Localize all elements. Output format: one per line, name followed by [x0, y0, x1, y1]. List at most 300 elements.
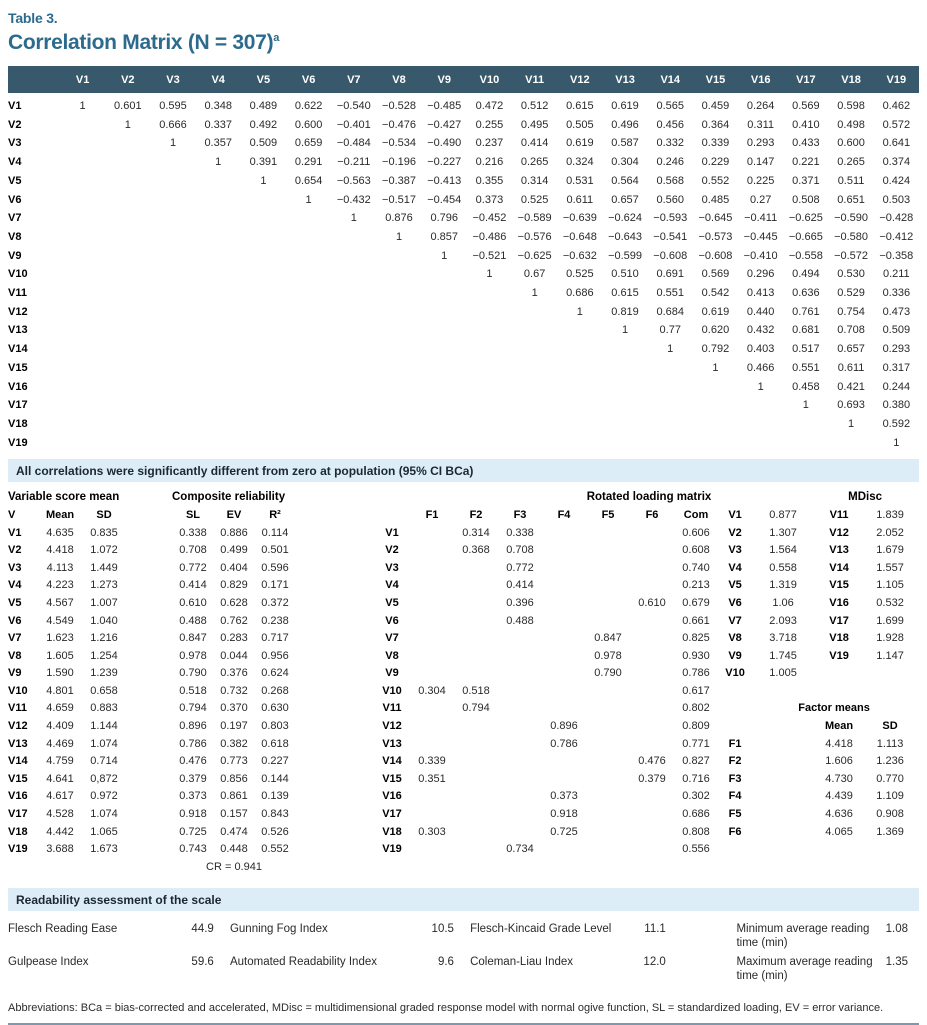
mdisc-variable-label: V16: [829, 596, 849, 609]
spacer-cell: [296, 753, 374, 771]
corr-cell: 0.357: [204, 137, 232, 150]
spacer-cell: [214, 952, 230, 985]
corr-cell: 0.291: [294, 156, 323, 169]
corr-cell: −0.358: [879, 249, 914, 262]
score-mean-value: 4.418: [46, 544, 74, 557]
corr-row-label: V9: [8, 249, 22, 262]
corr-cell: 0.424: [882, 174, 911, 187]
mdisc-value: 1.564: [769, 544, 797, 557]
corr-cell: [602, 378, 647, 397]
spacer-cell: [296, 542, 374, 560]
loading-value: 0.396: [506, 596, 534, 609]
reliability-value: 0.843: [261, 808, 289, 821]
corr-cell: 1: [576, 305, 583, 318]
corr-cell: −0.599: [608, 249, 643, 262]
loading-variable-label: V4: [385, 579, 399, 592]
corr-cell: 0.598: [837, 100, 865, 112]
score-sd-value: 1.144: [90, 720, 118, 733]
loading-value: [586, 595, 630, 613]
factor-mean-value: 4.418: [825, 737, 853, 750]
stats-data-row: [8, 753, 916, 771]
mdisc-variable-label: V18: [829, 632, 849, 645]
correlation-row: [8, 93, 919, 116]
corr-cell: −0.476: [382, 118, 416, 131]
corr-cell: 0.636: [792, 287, 820, 300]
loading-value: [498, 683, 542, 701]
corr-cell: 0.611: [566, 193, 594, 206]
corr-cell: 0.657: [611, 193, 639, 206]
corr-cell: 0.511: [837, 174, 865, 187]
spacer-cell: [126, 736, 172, 754]
corr-cell: [105, 434, 150, 453]
corr-cell: −0.517: [382, 193, 416, 206]
corr-cell: −0.573: [698, 230, 733, 243]
mdisc-variable-label: V11: [829, 508, 849, 521]
corr-cell: [196, 303, 241, 322]
mdisc-value: 0.532: [876, 596, 904, 609]
corr-cell: 1: [667, 343, 674, 356]
factor-mean-value: 4.636: [825, 808, 853, 821]
col-header: V: [8, 508, 16, 521]
correlation-row: [8, 116, 919, 135]
corr-col-header: V18: [828, 66, 873, 93]
loading-value: 0.661: [682, 614, 710, 627]
corr-cell: [376, 284, 421, 303]
corr-cell: 0.654: [294, 174, 323, 187]
corr-cell: 0.458: [792, 380, 820, 393]
loading-value: [454, 577, 498, 595]
corr-cell: [467, 303, 512, 322]
loading-value: [498, 718, 542, 736]
loading-value: 0.556: [682, 843, 710, 856]
corr-cell: [60, 209, 105, 228]
loading-value: [542, 700, 586, 718]
readability-metric-value: 44.9: [191, 923, 214, 936]
corr-cell: −0.639: [562, 212, 597, 225]
loading-variable-label: V11: [382, 702, 402, 715]
corr-cell: 0.496: [611, 118, 639, 131]
corr-cell: −0.608: [698, 249, 733, 262]
reliability-value: 0.414: [179, 579, 207, 592]
corr-cell: 0.525: [566, 268, 594, 281]
corr-cell: [241, 359, 286, 378]
corr-cell: [241, 303, 286, 322]
corr-row-label: V11: [8, 287, 27, 300]
col-header: SD: [96, 508, 112, 521]
corr-cell: 0.495: [520, 118, 549, 131]
corr-cell: 0.551: [792, 361, 820, 374]
corr-cell: −0.485: [427, 100, 462, 112]
corr-cell: [241, 434, 286, 453]
corr-cell: [60, 116, 105, 135]
corr-col-header: V16: [738, 66, 783, 93]
factor-label: F1: [728, 737, 742, 750]
loading-value: 0.606: [682, 526, 710, 539]
correlation-row: [8, 340, 919, 359]
col-header: EV: [226, 508, 242, 521]
reliability-value: 0.628: [220, 596, 248, 609]
loading-value: 0.772: [506, 561, 534, 574]
loading-value: [498, 806, 542, 824]
mdisc-value: 1.307: [769, 526, 797, 539]
corr-cell: [467, 396, 512, 415]
corr-cell: 0.373: [475, 193, 504, 206]
corr-col-header: V12: [557, 66, 602, 93]
score-sd-value: 1.254: [90, 649, 118, 662]
col-header: F2: [469, 508, 483, 521]
corr-cell: 0.505: [566, 118, 594, 131]
loading-variable-label: V19: [382, 843, 402, 856]
score-mean-value: 4.549: [46, 614, 74, 627]
corr-cell: [105, 303, 150, 322]
spacer-cell: [126, 753, 172, 771]
stat-variable-label: V4: [8, 579, 22, 592]
stat-variable-label: V19: [8, 843, 28, 856]
stat-variable-label: V13: [8, 737, 28, 750]
reliability-value: 0.786: [179, 737, 207, 750]
factor-sd-value: 1.113: [876, 737, 904, 750]
corr-cell: 0.324: [566, 156, 594, 169]
corr-cell: 0.641: [882, 137, 911, 150]
mdisc-variable-label: V19: [829, 649, 849, 662]
corr-cell: 0.67: [523, 268, 546, 281]
factor-mean-value: 4.730: [825, 772, 853, 785]
spacer-cell: [718, 841, 916, 859]
loading-value: 0.303: [418, 825, 446, 838]
corr-cell: 1: [712, 361, 719, 374]
corr-cell: 0.517: [792, 343, 820, 356]
loading-value: [586, 577, 630, 595]
corr-col-header: V5: [241, 66, 286, 93]
corr-cell: [331, 359, 376, 378]
corr-cell: [196, 209, 241, 228]
corr-cell: 0.332: [656, 137, 684, 150]
loading-value: 0.686: [682, 808, 710, 821]
corr-cell: 0.615: [611, 287, 639, 300]
reliability-value: 0.238: [261, 614, 289, 627]
correlation-row: [8, 191, 919, 210]
corr-cell: −0.227: [427, 156, 462, 169]
spacer-cell: [752, 806, 814, 824]
loading-value: [410, 577, 454, 595]
reliability-value: 0.956: [261, 649, 289, 662]
reliability-value: 0.499: [220, 544, 248, 557]
loading-value: [630, 683, 674, 701]
col-header: F5: [601, 508, 615, 521]
corr-cell: 0.619: [566, 137, 594, 150]
loading-value: [630, 577, 674, 595]
corr-cell: 0.552: [701, 174, 730, 187]
corr-cell: 0.432: [746, 324, 775, 337]
score-mean-value: 3.688: [46, 843, 74, 856]
corr-cell: 1: [441, 249, 448, 262]
reliability-value: 0.978: [179, 649, 207, 662]
corr-cell: −0.528: [382, 100, 416, 112]
corr-cell: 0.529: [837, 287, 865, 300]
corr-cell: [286, 359, 331, 378]
score-mean-value: 4.641: [46, 772, 74, 785]
stats-subheader-row: [8, 507, 916, 525]
corr-cell: 1: [215, 156, 222, 169]
corr-cell: −0.412: [879, 230, 914, 243]
reliability-value: 0.139: [261, 790, 289, 803]
mdisc-value: 0.877: [769, 508, 797, 521]
corr-cell: [286, 247, 331, 266]
loading-value: 0.379: [638, 772, 666, 785]
readability-metric-label: Automated Readability Index: [229, 956, 377, 969]
corr-cell: −0.576: [517, 230, 552, 243]
stat-variable-label: V10: [8, 684, 28, 697]
corr-cell: [196, 228, 241, 247]
readability-metric-value: 12.0: [643, 956, 666, 969]
loading-value: [454, 718, 498, 736]
corr-cell: −0.625: [517, 249, 552, 262]
correlation-row: [8, 359, 919, 378]
reliability-value: 0.338: [179, 526, 207, 539]
corr-cell: [241, 228, 286, 247]
corr-cell: [150, 228, 195, 247]
corr-cell: [738, 434, 783, 453]
corr-cell: [60, 247, 105, 266]
loading-value: 0.734: [506, 843, 534, 856]
corr-cell: 0.440: [746, 305, 775, 318]
spacer-cell: [126, 525, 172, 543]
corr-cell: [557, 359, 602, 378]
reliability-value: 0.488: [179, 614, 207, 627]
corr-cell: −0.427: [427, 118, 462, 131]
corr-cell: 0.77: [659, 324, 681, 337]
corr-cell: [241, 209, 286, 228]
loading-value: [586, 771, 630, 789]
reliability-value: 0.114: [261, 526, 289, 539]
corr-col-header: V8: [376, 66, 421, 93]
spacer-cell: [296, 700, 374, 718]
correlation-note-band: All correlations were significantly different from zero at population (95% CI BCa): [8, 459, 919, 482]
score-mean-value: 4.567: [46, 596, 74, 609]
loading-value: [498, 630, 542, 648]
spacer-cell: [126, 841, 172, 859]
corr-cell: 0.572: [882, 118, 911, 131]
corr-cell: −0.665: [788, 230, 823, 243]
reliability-value: 0.448: [220, 843, 248, 856]
col-header: R²: [269, 508, 281, 521]
corr-cell: [60, 396, 105, 415]
corr-cell: 0.796: [430, 212, 458, 225]
corr-cell: [422, 415, 467, 434]
corr-cell: [648, 396, 693, 415]
corr-cell: 1: [486, 268, 493, 281]
corr-cell: 0.600: [837, 137, 865, 150]
loading-value: 0.802: [682, 702, 710, 715]
corr-cell: 1: [802, 399, 809, 412]
corr-cell: 0.857: [430, 230, 458, 243]
corr-cell: [467, 359, 512, 378]
corr-cell: 0.569: [701, 268, 730, 281]
mdisc-value: 1.319: [769, 579, 797, 592]
score-mean-value: 4.528: [46, 808, 74, 821]
stat-variable-label: V15: [8, 772, 28, 785]
loading-value: [498, 736, 542, 754]
loading-value: 0.708: [506, 544, 534, 557]
correlation-row: [8, 247, 919, 266]
corr-col-header: V14: [648, 66, 693, 93]
corr-cell: [376, 434, 421, 453]
corr-cell: −0.632: [562, 249, 597, 262]
stats-data-row: [8, 788, 916, 806]
corr-col-header: V17: [783, 66, 828, 93]
corr-cell: 1: [531, 287, 538, 300]
corr-cell: [241, 191, 286, 210]
corr-col-header: V13: [602, 66, 647, 93]
reliability-value: 0.618: [261, 737, 289, 750]
reliability-value: 0.896: [179, 720, 207, 733]
correlation-row: [8, 321, 919, 340]
corr-cell: 0.498: [837, 118, 865, 131]
corr-col-header: V19: [874, 66, 919, 93]
loading-value: [630, 560, 674, 578]
corr-cell: [422, 396, 467, 415]
loading-value: 0.610: [638, 596, 666, 609]
col-header: F4: [557, 508, 571, 521]
corr-cell: [60, 434, 105, 453]
score-mean-value: 4.469: [46, 737, 74, 750]
loading-variable-label: V12: [382, 720, 402, 733]
corr-cell: 0.317: [882, 361, 911, 374]
corr-cell: [376, 265, 421, 284]
loading-value: 0.414: [506, 579, 534, 592]
corr-cell: [60, 228, 105, 247]
loading-value: 0.339: [418, 755, 446, 768]
corr-cell: [557, 321, 602, 340]
corr-row-label: V4: [8, 156, 22, 169]
corr-cell: 0.391: [249, 156, 278, 169]
loading-value: [542, 771, 586, 789]
spacer-cell: [666, 952, 737, 985]
factor-sd-value: 1.109: [876, 790, 904, 803]
corr-cell: [376, 303, 421, 322]
corr-cell: [150, 209, 195, 228]
stat-variable-label: V17: [8, 808, 28, 821]
loading-value: 0.338: [506, 526, 534, 539]
mdisc-variable-label: V3: [728, 544, 742, 557]
corr-col-header: V6: [286, 66, 331, 93]
corr-cell: −0.490: [427, 137, 462, 150]
spacer-cell: [126, 542, 172, 560]
spacer-cell: [296, 841, 374, 859]
corr-cell: [196, 321, 241, 340]
corr-cell: [105, 191, 150, 210]
reliability-value: 0.790: [179, 667, 207, 680]
corr-row-label: V7: [8, 212, 22, 225]
loading-value: [498, 824, 542, 842]
score-sd-value: 1.072: [90, 544, 118, 557]
corr-cell: 0.311: [747, 118, 774, 131]
spacer-cell: [296, 489, 410, 507]
corr-cell: [557, 415, 602, 434]
corr-cell: [693, 415, 738, 434]
corr-cell: [150, 321, 195, 340]
corr-cell: −0.648: [562, 230, 597, 243]
corr-row-label: V10: [8, 268, 28, 281]
corr-cell: 0.542: [701, 287, 730, 300]
corr-cell: 0.666: [159, 118, 187, 131]
readability-metric-value: 1.35: [885, 956, 908, 969]
loading-value: [586, 788, 630, 806]
score-mean-value: 1.623: [46, 632, 74, 645]
corr-cell: [648, 359, 693, 378]
spacer-cell: [296, 613, 374, 631]
corr-cell: 0.568: [656, 174, 684, 187]
corr-cell: [286, 265, 331, 284]
col-header: F3: [513, 508, 527, 521]
mdisc-value: 1.699: [876, 614, 904, 627]
corr-cell: [286, 228, 331, 247]
loading-value: 0.368: [462, 544, 490, 557]
score-mean-value: 4.409: [46, 720, 74, 733]
spacer-cell: [752, 736, 814, 754]
group-header-mdisc: MDisc: [848, 491, 882, 504]
score-sd-value: 1.074: [90, 737, 118, 750]
mdisc-value: 1.105: [876, 579, 904, 592]
corr-col-header: V10: [467, 66, 512, 93]
spacer-cell: [752, 771, 814, 789]
corr-cell: [241, 247, 286, 266]
readability-metric-value: 1.08: [885, 923, 908, 936]
loading-value: [542, 683, 586, 701]
corr-cell: 0.619: [611, 100, 639, 112]
spacer-cell: [126, 613, 172, 631]
reliability-value: 0.518: [179, 684, 207, 697]
corr-cell: [241, 340, 286, 359]
corr-cell: −0.593: [653, 212, 688, 225]
stat-variable-label: V8: [8, 649, 22, 662]
score-sd-value: 0,872: [90, 772, 118, 785]
corr-cell: [105, 321, 150, 340]
mdisc-variable-label: V4: [728, 561, 742, 574]
corr-cell: −0.411: [744, 212, 778, 225]
corr-cell: [60, 415, 105, 434]
corr-cell: [60, 284, 105, 303]
corr-row-label: V2: [8, 118, 22, 131]
corr-cell: [196, 265, 241, 284]
stats-data-row: [8, 806, 916, 824]
corr-cell: 0.413: [746, 287, 775, 300]
corr-cell: 0.792: [701, 343, 730, 356]
corr-cell: [286, 434, 331, 453]
loading-variable-label: V5: [385, 596, 399, 609]
corr-cell: [60, 340, 105, 359]
corr-cell: [557, 378, 602, 397]
reliability-value: 0.373: [179, 790, 207, 803]
mdisc-variable-label: V6: [728, 596, 742, 609]
corr-cell: 0.339: [701, 137, 730, 150]
loading-value: 0.808: [682, 825, 710, 838]
loading-value: [410, 788, 454, 806]
stat-variable-label: V9: [8, 667, 22, 680]
spacer-cell: [296, 577, 374, 595]
corr-cell: 0.414: [520, 137, 549, 150]
reliability-value: 0.382: [220, 737, 248, 750]
corr-cell: [557, 434, 602, 453]
corr-cell: 0.503: [882, 193, 911, 206]
corr-cell: [241, 378, 286, 397]
stats-data-row: [8, 700, 916, 718]
factor-mean-value: 4.065: [825, 825, 853, 838]
corr-cell: [693, 396, 738, 415]
corr-cell: 0.355: [475, 174, 504, 187]
score-mean-value: 4.223: [46, 579, 74, 592]
reliability-value: 0.610: [179, 596, 207, 609]
